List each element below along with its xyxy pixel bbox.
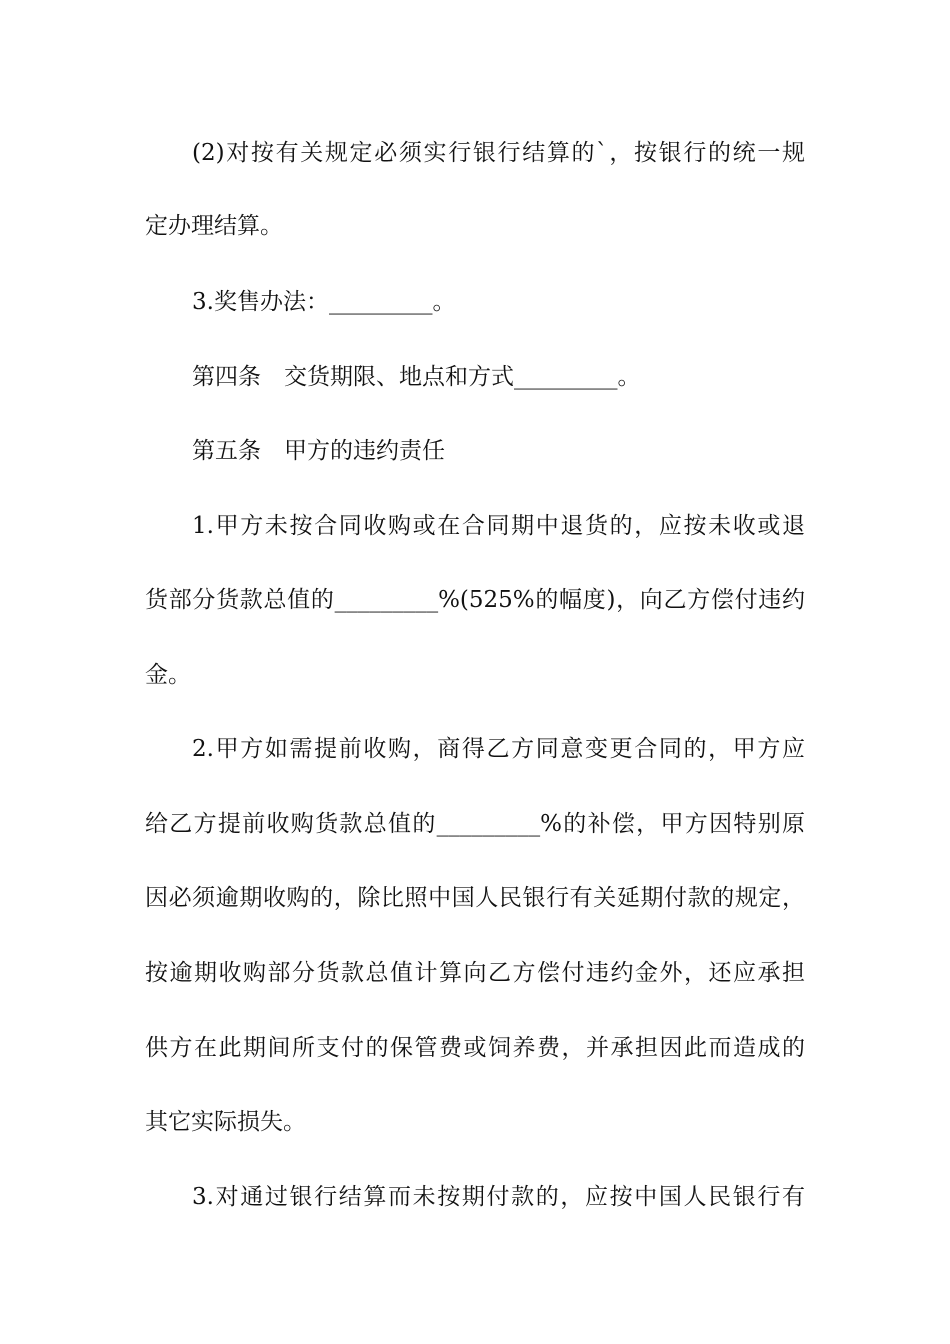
- paragraph-line: 供方在此期间所支付的保管费或饲养费，并承担因此而造成的: [145, 1035, 805, 1061]
- paragraph-line: 3.奖售办法：_________。: [192, 289, 456, 315]
- paragraph-line: 3.对通过银行结算而未按期付款的，应按中国人民银行有: [192, 1184, 805, 1210]
- section-heading: 第四条 交货期限、地点和方式_________。: [192, 364, 641, 390]
- paragraph-line: 1.甲方未按合同收购或在合同期中退货的，应按未收或退: [192, 513, 805, 539]
- section-heading: 第五条 甲方的违约责任: [192, 438, 445, 464]
- paragraph-line: 定办理结算。: [145, 213, 283, 239]
- paragraph-line: 货部分货款总值的_________%(525%的幅度)，向乙方偿付违约: [145, 587, 805, 613]
- paragraph-line: 因必须逾期收购的，除比照中国人民银行有关延期付款的规定，: [145, 885, 805, 911]
- paragraph-line: (2)对按有关规定必须实行银行结算的`，按银行的统一规: [192, 140, 805, 166]
- paragraph-line: 其它实际损失。: [145, 1109, 306, 1135]
- paragraph-line: 给乙方提前收购货款总值的_________%的补偿，甲方因特别原: [145, 811, 805, 837]
- paragraph-line: 2.甲方如需提前收购，商得乙方同意变更合同的，甲方应: [192, 736, 805, 762]
- paragraph-line: 金。: [145, 662, 191, 688]
- paragraph-line: 按逾期收购部分货款总值计算向乙方偿付违约金外，还应承担: [145, 960, 805, 986]
